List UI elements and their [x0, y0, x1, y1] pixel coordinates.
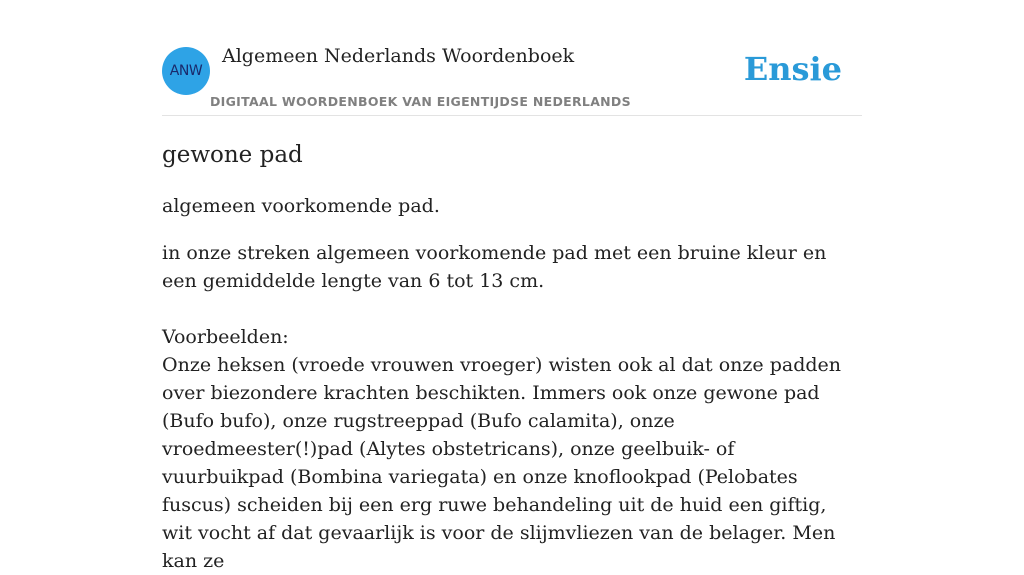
example-text: Onze heksen (vroede vrouwen vroeger) wisten ook al dat onze padden over biezondere krachten beschikten. Immers ook onze gewone pad (Bufo bufo), onze rugstreeppad (Bufo calamita), onze vroedmeester(!)pad (Alytes obstetricans), onze geelbuik- of vuurbuikpad (Bombina variegata) en onze knoflookpad (Pelobates fuscus) scheiden bij een erg ruwe behandeling uit de huid een giftig, wit vocht af dat gevaarlijk is voor de slijmvliezen van de belager. Men kan ze — [162, 354, 841, 572]
site-title[interactable]: Algemeen Nederlands Woordenboek — [222, 45, 575, 67]
site-subtitle: DIGITAAL WOORDENBOEK VAN EIGENTIJDSE NEDERLANDS — [210, 94, 631, 109]
long-definition: in onze streken algemeen voorkomende pad met een bruine kleur en een gemiddelde lengte van 6 tot 13 cm. — [162, 242, 827, 292]
entry-headword: gewone pad — [162, 142, 303, 168]
short-definition: algemeen voorkomende pad. — [162, 195, 440, 217]
examples-label: Voorbeelden: — [162, 326, 289, 348]
entry-content — [162, 140, 862, 575]
anw-logo[interactable]: ANW — [162, 47, 210, 95]
site-header — [162, 0, 862, 116]
ensie-brand-logo[interactable]: Ensie — [743, 50, 842, 88]
